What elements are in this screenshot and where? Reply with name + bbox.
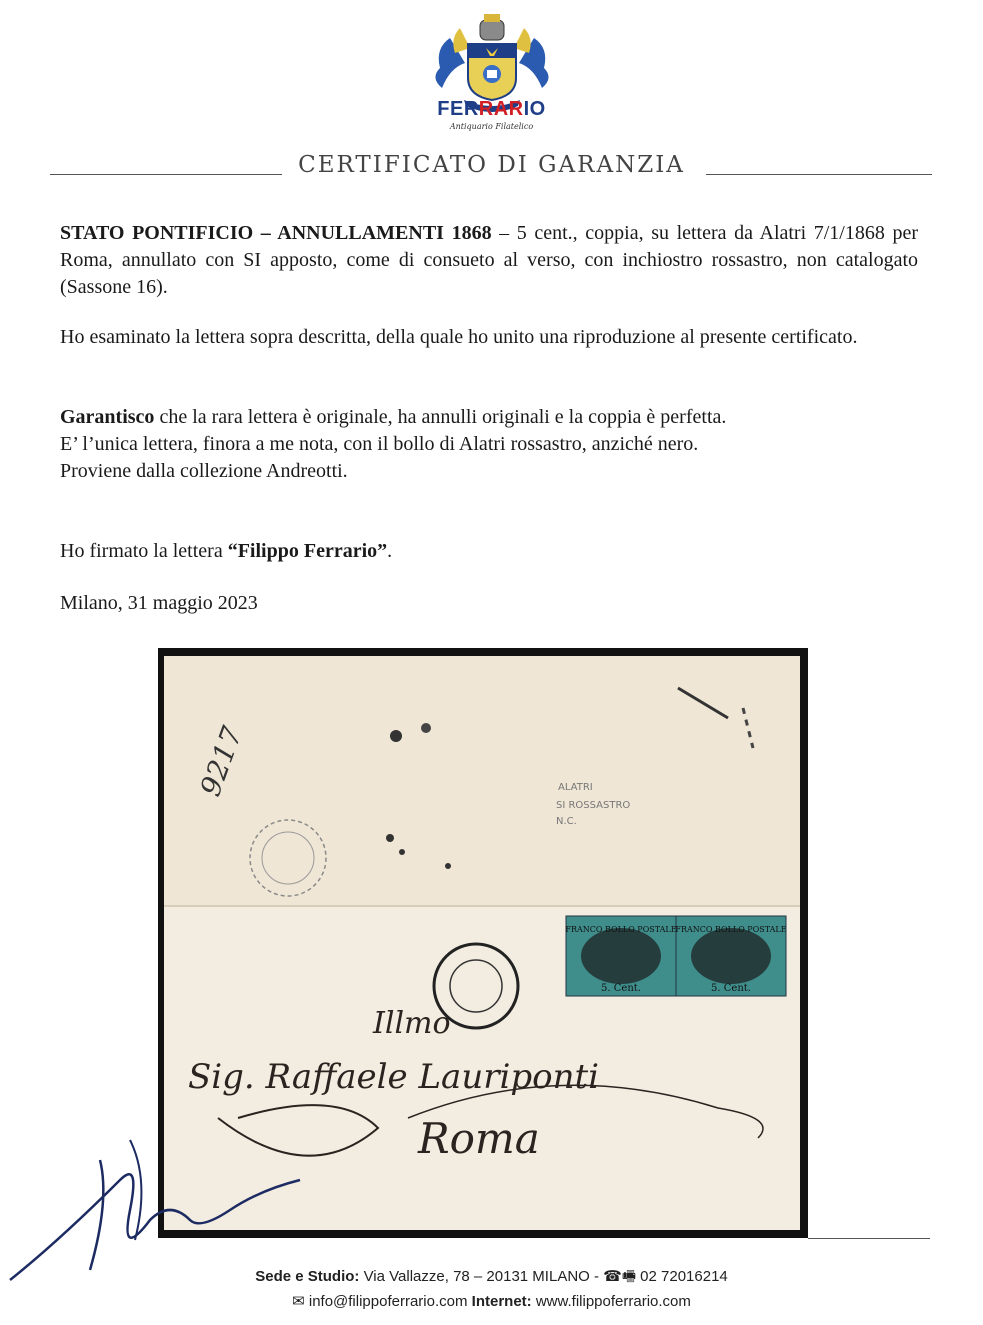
place-date: Milano, 31 maggio 2023 [60, 592, 258, 614]
footer-address: Sede e Studio: Via Vallazze, 78 – 20131 MILANO - ☎🖷 02 72016214 [255, 1268, 728, 1285]
pencil-note: SI ROSSASTRO [556, 800, 631, 811]
pencil-note: ALATRI [558, 782, 593, 793]
title-rule-right [706, 174, 932, 175]
svg-text:5. Cent.: 5. Cent. [711, 983, 751, 994]
envelope-icon: ✉ [292, 1293, 305, 1310]
address-line-1: Illmo [373, 1006, 451, 1041]
brand-tagline: Antiquario Filatelico [449, 122, 534, 131]
address-line-2: Sig. Raffaele Lauriponti [188, 1057, 600, 1097]
examination-paragraph: Ho esaminato la lettera sopra descritta, della quale ho unito una riproduzione al presente certificato. [60, 326, 858, 348]
footer-rule [808, 1238, 930, 1239]
guarantee-paragraph: Garantisco che la rara lettera è originale, ha annulli originali e la coppia è perfetta. E’ l’unica lettera, finora a me nota, con il bollo di Alatri rossastro, anziché nero. Proviene dalla collezione Andreotti. [60, 406, 727, 482]
svg-text:FRANCO BOLLO POSTALE: FRANCO BOLLO POSTALE [565, 925, 677, 934]
signature-statement: Ho firmato la lettera “Filippo Ferrario”. [60, 540, 393, 562]
website-link[interactable]: www.filippoferrario.com [531, 1293, 691, 1310]
svg-text:FRANCO BOLLO POSTALE: FRANCO BOLLO POSTALE [675, 925, 787, 934]
brand-name: FERRARIO [437, 98, 546, 120]
footer-contacts: ✉ info@filippoferrario.com Internet: www.filippoferrario.com [292, 1293, 691, 1310]
pencil-note: N.C. [556, 816, 577, 827]
address-line-3: Roma [418, 1114, 540, 1163]
docket-number: 9217 [193, 722, 249, 801]
signature-scribble [0, 1120, 330, 1290]
email-link[interactable]: info@filippoferrario.com [304, 1293, 472, 1310]
svg-text:5. Cent.: 5. Cent. [601, 983, 641, 994]
stamp-pair [565, 916, 786, 996]
description-paragraph: STATO PONTIFICIO – ANNULLAMENTI 1868 – 5 cent., coppia, su lettera da Alatri 7/1/1868 per Roma, annullato con SI apposto, come di consueto al verso, con inchiostro rossastro, non catalogato (Sassone 16). [60, 222, 918, 298]
certificate-title: CERTIFICATO DI GARANZIA [298, 152, 685, 178]
